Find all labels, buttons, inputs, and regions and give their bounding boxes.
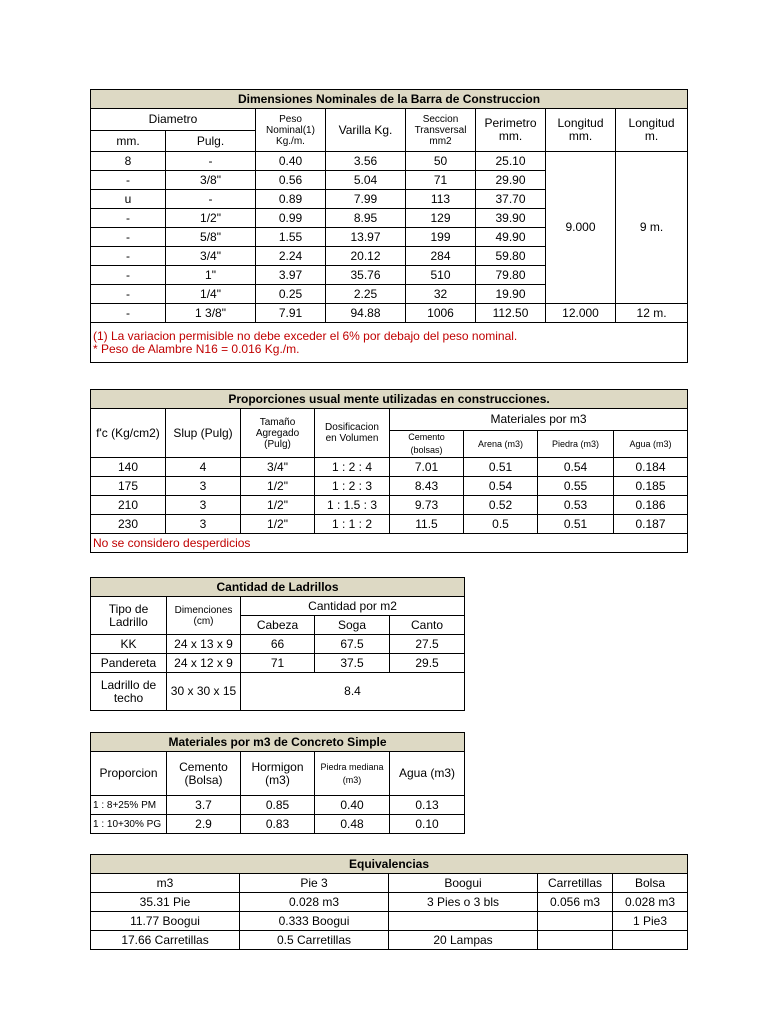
table-cell: 0.185 bbox=[614, 477, 688, 496]
table-cell: - bbox=[166, 152, 256, 171]
table-cell: 49.90 bbox=[476, 228, 546, 247]
table-cell: 0.028 m3 bbox=[613, 893, 688, 912]
table-cell: 5.04 bbox=[326, 171, 406, 190]
table-cell: 0.54 bbox=[538, 458, 614, 477]
table-row bbox=[91, 304, 688, 323]
table-cell: - bbox=[91, 247, 166, 266]
header-hormigon: Hormigon (m3) bbox=[241, 752, 315, 796]
table-cell: 1 : 8+25% PM bbox=[91, 796, 167, 815]
table-cell: 79.80 bbox=[476, 266, 546, 285]
table-cell: 7.99 bbox=[326, 190, 406, 209]
table-cell: 37.70 bbox=[476, 190, 546, 209]
note-alambre: * Peso de Alambre N16 = 0.016 Kg./m. bbox=[93, 341, 300, 356]
table-cell: 3/4" bbox=[166, 247, 256, 266]
table-cell: 0.56 bbox=[256, 171, 326, 190]
table-cell: 0.5 Carretillas bbox=[240, 931, 389, 950]
table-cell: - bbox=[91, 266, 166, 285]
table-cell: 67.5 bbox=[315, 635, 390, 654]
note-desperdicios: No se considero desperdicios bbox=[91, 534, 688, 553]
table-cell: 17.66 Carretillas bbox=[91, 931, 240, 950]
table-cell: 94.88 bbox=[326, 304, 406, 323]
table-cell: 210 bbox=[91, 496, 166, 515]
table-cell: 24 x 13 x 9 bbox=[167, 635, 241, 654]
table-cell: 129 bbox=[406, 209, 476, 228]
header-cemento: Cemento (bolsas) bbox=[390, 431, 464, 458]
tabla-equivalencias bbox=[90, 854, 688, 950]
table-cell: 7.91 bbox=[256, 304, 326, 323]
tabla-ladrillos-title: Cantidad de Ladrillos bbox=[91, 578, 465, 597]
table-cell: 0.48 bbox=[315, 815, 390, 834]
table-cell: 1 : 2 : 4 bbox=[315, 458, 390, 477]
table-cell bbox=[538, 912, 613, 931]
table-cell: 50 bbox=[406, 152, 476, 171]
table-cell: 3.56 bbox=[326, 152, 406, 171]
table-cell: 1/2" bbox=[241, 515, 315, 534]
header-dimenciones: Dimenciones (cm) bbox=[167, 597, 241, 635]
table-cell: 0.10 bbox=[390, 815, 465, 834]
header-piedra-mediana: Piedra mediana (m3) bbox=[315, 752, 390, 796]
header-fc: f'c (Kg/cm2) bbox=[91, 409, 166, 458]
header-arena: Arena (m3) bbox=[464, 431, 538, 458]
tabla-proporciones-title: Proporciones usual mente utilizadas en construcciones. bbox=[91, 390, 688, 409]
tabla-dimensiones-title: Dimensiones Nominales de la Barra de Construccion bbox=[91, 90, 688, 109]
table-cell: Ladrillo de techo bbox=[91, 673, 167, 711]
table-row bbox=[91, 815, 465, 834]
table-cell: 3.97 bbox=[256, 266, 326, 285]
header-peso-nominal: Peso Nominal(1) Kg./m. bbox=[256, 109, 326, 152]
table-row bbox=[91, 458, 688, 477]
table-cell: 1/4" bbox=[166, 285, 256, 304]
table-cell: 0.85 bbox=[241, 796, 315, 815]
table-cell: 0.53 bbox=[538, 496, 614, 515]
table-cell: 9 m. bbox=[616, 152, 688, 304]
table-cell: 1 : 1 : 2 bbox=[315, 515, 390, 534]
table-cell: 71 bbox=[406, 171, 476, 190]
table-cell: 3.7 bbox=[167, 796, 241, 815]
table-cell bbox=[538, 931, 613, 950]
table-cell: - bbox=[91, 304, 166, 323]
header-cemento-bolsa: Cemento (Bolsa) bbox=[167, 752, 241, 796]
tabla-concreto-body bbox=[91, 796, 465, 834]
table-cell: 0.40 bbox=[315, 796, 390, 815]
tabla-ladrillos-body bbox=[91, 635, 465, 673]
table-cell: 0.25 bbox=[256, 285, 326, 304]
table-cell: 0.52 bbox=[464, 496, 538, 515]
header-tipo-ladrillo: Tipo de Ladrillo bbox=[91, 597, 167, 635]
table-cell: 0.184 bbox=[614, 458, 688, 477]
table-cell: 0.028 m3 bbox=[240, 893, 389, 912]
table-cell: 19.90 bbox=[476, 285, 546, 304]
table-cell: 175 bbox=[91, 477, 166, 496]
table-cell: 20 Lampas bbox=[389, 931, 538, 950]
table-cell: 24 x 12 x 9 bbox=[167, 654, 241, 673]
table-cell: 8.95 bbox=[326, 209, 406, 228]
table-cell: 1/2" bbox=[241, 477, 315, 496]
table-cell: 3/8" bbox=[166, 171, 256, 190]
header-bolsa: Bolsa bbox=[613, 874, 688, 893]
table-cell: 30 x 30 x 15 bbox=[167, 673, 241, 711]
table-cell: 9.000 bbox=[546, 152, 616, 304]
table-cell: 1 : 1.5 : 3 bbox=[315, 496, 390, 515]
table-cell: 4 bbox=[166, 458, 241, 477]
table-cell: 2.9 bbox=[167, 815, 241, 834]
header-agua: Agua (m3) bbox=[614, 431, 688, 458]
table-cell: 1.55 bbox=[256, 228, 326, 247]
tabla-proporciones bbox=[90, 389, 688, 553]
header-pie3: Pie 3 bbox=[240, 874, 389, 893]
table-row bbox=[91, 931, 688, 950]
table-cell: 0.55 bbox=[538, 477, 614, 496]
table-cell: 35.31 Pie bbox=[91, 893, 240, 912]
table-cell bbox=[613, 931, 688, 950]
table-cell bbox=[389, 912, 538, 931]
header-tamano: Tamaño Agregado (Pulg) bbox=[241, 409, 315, 458]
tabla-concreto-title: Materiales por m3 de Concreto Simple bbox=[91, 733, 465, 752]
header-varilla: Varilla Kg. bbox=[326, 109, 406, 152]
table-cell: 12 m. bbox=[616, 304, 688, 323]
header-agua-m3: Agua (m3) bbox=[390, 752, 465, 796]
table-cell: 113 bbox=[406, 190, 476, 209]
table-cell: 3 bbox=[166, 515, 241, 534]
table-cell: 1/2" bbox=[241, 496, 315, 515]
table-cell: 0.5 bbox=[464, 515, 538, 534]
tabla-equivalencias-title: Equivalencias bbox=[91, 855, 688, 874]
table-cell: 11.5 bbox=[390, 515, 464, 534]
table-cell: 0.54 bbox=[464, 477, 538, 496]
table-cell: u bbox=[91, 190, 166, 209]
table-cell: 1 3/8" bbox=[166, 304, 256, 323]
table-cell: 3 bbox=[166, 477, 241, 496]
header-cabeza: Cabeza bbox=[241, 616, 315, 635]
table-cell: 230 bbox=[91, 515, 166, 534]
table-cell: 199 bbox=[406, 228, 476, 247]
header-mm: mm. bbox=[91, 131, 166, 152]
header-diametro: Diametro bbox=[91, 109, 256, 131]
table-cell: 13.97 bbox=[326, 228, 406, 247]
header-dosificacion: Dosificacion en Volumen bbox=[315, 409, 390, 458]
table-cell: 1 : 2 : 3 bbox=[315, 477, 390, 496]
tabla-concreto bbox=[90, 732, 465, 834]
table-cell: 0.187 bbox=[614, 515, 688, 534]
table-cell: 0.99 bbox=[256, 209, 326, 228]
table-cell: 8.43 bbox=[390, 477, 464, 496]
table-cell: 29.90 bbox=[476, 171, 546, 190]
table-cell: 71 bbox=[241, 654, 315, 673]
table-row bbox=[91, 654, 465, 673]
header-cantidad: Cantidad por m2 bbox=[241, 597, 465, 616]
header-canto: Canto bbox=[390, 616, 465, 635]
table-cell: 1 Pie3 bbox=[613, 912, 688, 931]
tabla-equivalencias-body bbox=[91, 893, 688, 950]
table-cell: 3 Pies o 3 bls bbox=[389, 893, 538, 912]
header-materiales: Materiales por m3 bbox=[390, 409, 688, 431]
table-cell: - bbox=[91, 171, 166, 190]
table-cell: 59.80 bbox=[476, 247, 546, 266]
table-row bbox=[91, 515, 688, 534]
table-cell: 29.5 bbox=[390, 654, 465, 673]
table-cell: 66 bbox=[241, 635, 315, 654]
table-cell: 7.01 bbox=[390, 458, 464, 477]
header-pulg: Pulg. bbox=[166, 131, 256, 152]
table-cell: 8.4 bbox=[241, 673, 465, 711]
header-slup: Slup (Pulg) bbox=[166, 409, 241, 458]
tabla-ladrillos bbox=[90, 577, 465, 711]
table-cell: 0.056 m3 bbox=[538, 893, 613, 912]
table-cell: 37.5 bbox=[315, 654, 390, 673]
table-cell: 0.83 bbox=[241, 815, 315, 834]
table-cell: 0.89 bbox=[256, 190, 326, 209]
table-cell: 2.25 bbox=[326, 285, 406, 304]
header-piedra: Piedra (m3) bbox=[538, 431, 614, 458]
header-perimetro: Perimetro mm. bbox=[476, 109, 546, 152]
header-carretillas: Carretillas bbox=[538, 874, 613, 893]
table-row bbox=[91, 496, 688, 515]
table-cell: 3 bbox=[166, 496, 241, 515]
table-cell: - bbox=[91, 209, 166, 228]
table-cell: 1006 bbox=[406, 304, 476, 323]
table-cell: 0.51 bbox=[538, 515, 614, 534]
table-cell: 3/4" bbox=[241, 458, 315, 477]
table-cell: 510 bbox=[406, 266, 476, 285]
tabla-dimensiones-barra bbox=[90, 89, 688, 363]
header-boogui: Boogui bbox=[389, 874, 538, 893]
table-cell: 140 bbox=[91, 458, 166, 477]
table-cell: Pandereta bbox=[91, 654, 167, 673]
tabla-dimensiones-body bbox=[91, 152, 688, 304]
note-variacion: (1) La variacion permisible no debe exceder el 6% por debajo del peso nominal. bbox=[93, 328, 518, 343]
tabla-dimensiones-notes bbox=[91, 323, 688, 363]
table-cell: 2.24 bbox=[256, 247, 326, 266]
table-cell: - bbox=[91, 228, 166, 247]
table-cell: - bbox=[91, 285, 166, 304]
header-longitud-mm: Longitud mm. bbox=[546, 109, 616, 152]
header-longitud-m: Longitud m. bbox=[616, 109, 688, 152]
table-row bbox=[91, 893, 688, 912]
tabla-proporciones-body bbox=[91, 458, 688, 534]
table-cell: 8 bbox=[91, 152, 166, 171]
table-cell: 0.333 Boogui bbox=[240, 912, 389, 931]
table-cell: 284 bbox=[406, 247, 476, 266]
table-cell: 5/8" bbox=[166, 228, 256, 247]
table-cell: 1/2" bbox=[166, 209, 256, 228]
table-row bbox=[91, 796, 465, 815]
table-cell: 0.51 bbox=[464, 458, 538, 477]
table-cell: 112.50 bbox=[476, 304, 546, 323]
table-cell: 35.76 bbox=[326, 266, 406, 285]
table-cell: 27.5 bbox=[390, 635, 465, 654]
table-cell: 9.73 bbox=[390, 496, 464, 515]
header-soga: Soga bbox=[315, 616, 390, 635]
table-row bbox=[91, 477, 688, 496]
table-cell: 1 : 10+30% PG bbox=[91, 815, 167, 834]
table-cell: 32 bbox=[406, 285, 476, 304]
table-cell: 0.186 bbox=[614, 496, 688, 515]
table-cell: 39.90 bbox=[476, 209, 546, 228]
table-cell: 11.77 Boogui bbox=[91, 912, 240, 931]
table-cell: 0.40 bbox=[256, 152, 326, 171]
table-cell: 0.13 bbox=[390, 796, 465, 815]
table-cell: 20.12 bbox=[326, 247, 406, 266]
header-seccion: Seccion Transversal mm2 bbox=[406, 109, 476, 152]
table-cell: 12.000 bbox=[546, 304, 616, 323]
table-row bbox=[91, 912, 688, 931]
table-row bbox=[91, 673, 465, 711]
table-cell: 1" bbox=[166, 266, 256, 285]
table-cell: KK bbox=[91, 635, 167, 654]
table-cell: 25.10 bbox=[476, 152, 546, 171]
table-row bbox=[91, 635, 465, 654]
table-row bbox=[91, 152, 688, 171]
header-proporcion: Proporcion bbox=[91, 752, 167, 796]
table-cell: - bbox=[166, 190, 256, 209]
header-m3: m3 bbox=[91, 874, 240, 893]
